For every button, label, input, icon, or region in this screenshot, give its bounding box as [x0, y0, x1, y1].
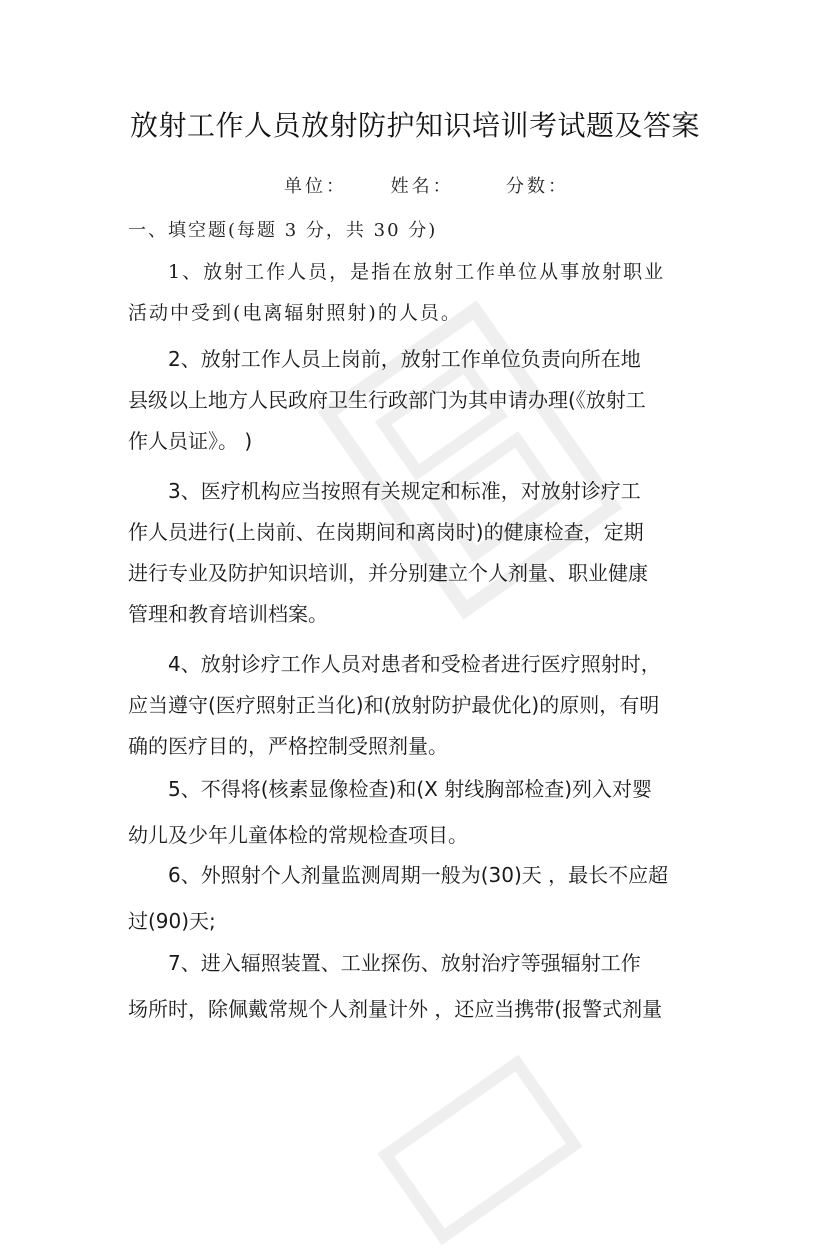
- question-line: 4、放射诊疗工作人员对患者和受检者进行医疗照射时，: [168, 652, 661, 676]
- question-1: [128, 252, 713, 334]
- question-line: 5、不得将(核素显像检查)和(X 射线胸部检查)列入对婴: [168, 777, 652, 801]
- question-7: [128, 940, 713, 1032]
- question-line: 幼儿及少年儿童体检的常规检查项目。: [128, 823, 468, 847]
- question-line: 进行专业及防护知识培训，并分别建立个人剂量、职业健康: [128, 561, 648, 585]
- watermark-logo-lower: [372, 1049, 588, 1251]
- question-line: 3、医疗机构应当按照有关规定和标准，对放射诊疗工: [168, 479, 641, 503]
- question-3: [128, 471, 713, 635]
- question-line: 管理和教育培训档案。: [128, 602, 328, 626]
- document-title: 放射工作人员放射防护知识培训考试题及答案: [129, 109, 700, 142]
- question-2: [128, 339, 713, 462]
- question-line: 1、放射工作人员，是指在放射工作单位从事放射职业: [168, 261, 666, 283]
- info-line: 单位： 姓名： 分数：: [284, 176, 569, 197]
- question-line: 县级以上地方人民政府卫生行政部门为其申请办理(《放射工: [128, 388, 646, 412]
- question-4: [128, 644, 713, 767]
- section-heading: 一、填空题(每题 3 分，共 30 分): [128, 220, 438, 241]
- question-line: 活动中受到(电离辐射照射)的人员。: [128, 302, 462, 324]
- question-line: 2、放射工作人员上岗前，放射工作单位负责向所在地: [168, 347, 641, 371]
- question-6: [128, 852, 713, 944]
- question-line: 作人员进行(上岗前、在岗期间和离岗时)的健康检查，定期: [128, 520, 644, 544]
- question-5: [128, 766, 713, 858]
- question-line: 作人员证》。 ): [128, 429, 253, 453]
- question-line: 确的医疗目的，严格控制受照剂量。: [128, 734, 448, 758]
- question-line: 7、进入辐照装置、工业探伤、放射治疗等强辐射工作: [168, 951, 641, 975]
- question-line: 应当遵守(医疗照射正当化)和(放射防护最优化)的原则，有明: [128, 693, 660, 717]
- question-line: 过(90)天;: [128, 909, 216, 933]
- question-line: 场所时，除佩戴常规个人剂量计外 ，还应当携带(报警式剂量: [128, 997, 663, 1021]
- question-line: 6、外照射个人剂量监测周期一般为(30)天 ，最长不应超: [168, 863, 669, 887]
